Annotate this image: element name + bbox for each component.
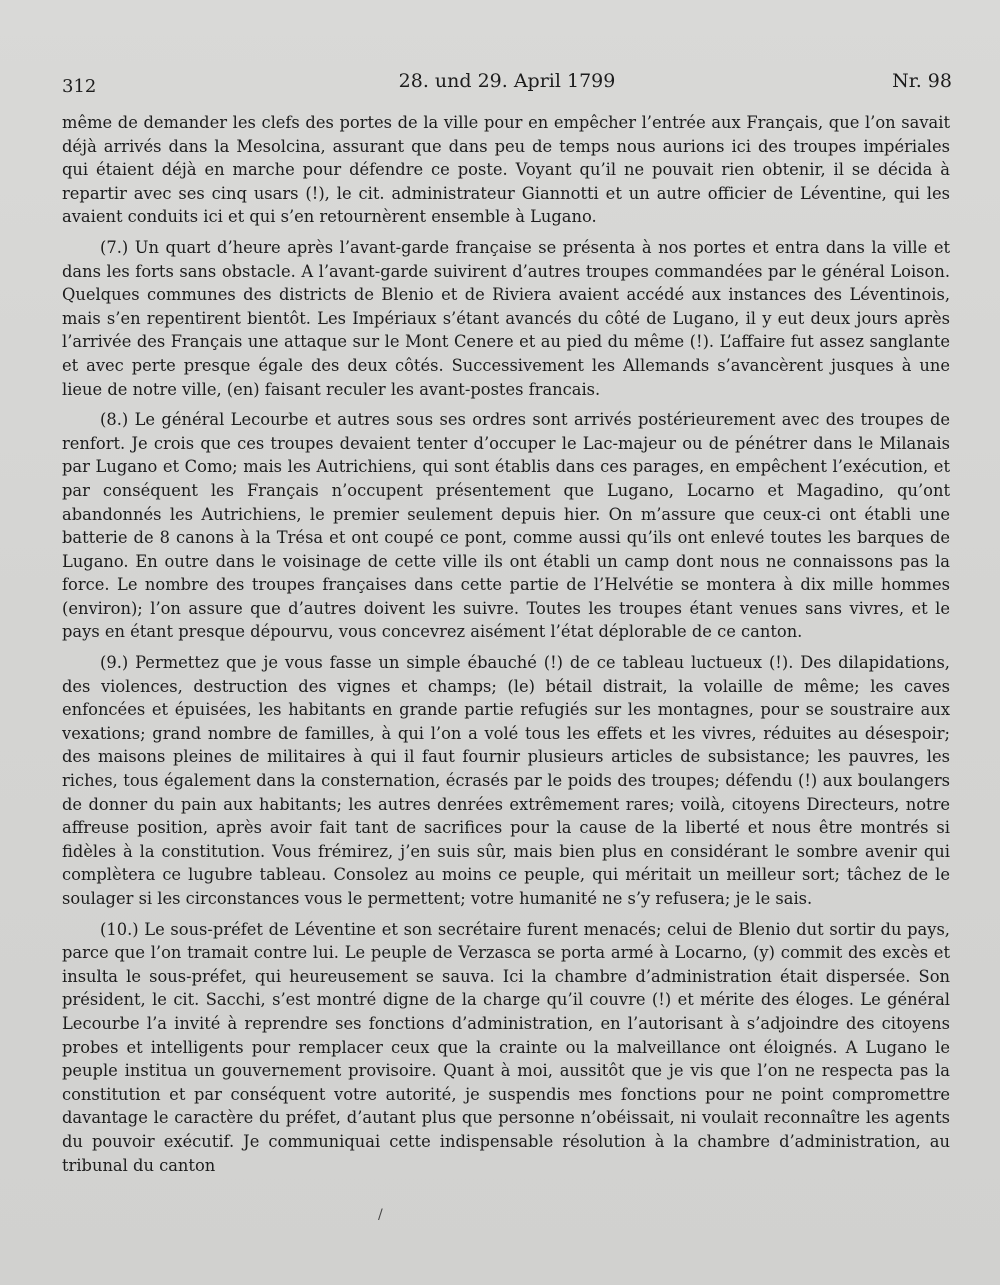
paragraph-continuation: même de demander les clefs des portes de la ville pour en empêcher l’entrée aux Français, que l’on savait déjà arrivés dans la Mesolcina, assurant que dans peu de temps nous aurions ici des troupes impériales qui étaient déjà en marche pour défendre ce poste. Voyant qu’il ne pouvait rien obtenir, il se décida à repartir avec ses cinq usars (!), le cit. administrateur Giannotti et un autre officier de Léventine, qui les avaient conduits ici et qui s’en retournèrent ensemble à Lugano. — [62, 113, 950, 227]
paragraph-10: (10.) Le sous-préfet de Léventine et son secrétaire furent menacés; celui de Blenio dut sortir du pays, parce que l’on tramait contre lui. Le peuple de Verzasca se porta armé à Locarno, (y) commit des excès et insulta le sous-préfet, qui heureusement se sauva. Ici la chambre d’administration était dispersée. Son président, le cit. Sacchi, s’est montré digne de la charge qu’il couvre (!) et mérite des éloges. Le général Lecourbe l’a invité à reprendre ses fonctions d’administration, en l’autorisant à s’adjoindre des citoyens probes et intelligents pour remplacer ceux que la crainte ou la malveillance ont éloignés. A Lugano le peuple institua un gouvernement provisoire. Quant à moi, aussitôt que je vis que l’on ne respecta pas la constitution et par conséquent votre autorité, je suspendis mes fonctions pour ne point compromettre davantage le caractère du préfet, d’autant plus que personne n’obéissait, ni voulait reconnaître les agents du pouvoir exécutif. Je communiquai cette indispensable résolution à la chambre d’administration, au tribunal du canton — [62, 919, 950, 1175]
body-text — [62, 111, 950, 1184]
running-header — [62, 70, 952, 100]
stray-pen-mark: / — [378, 1207, 383, 1223]
page-number: 312 — [62, 76, 97, 97]
header-date: 28. und 29. April 1799 — [398, 70, 616, 92]
paragraph-8: (8.) Le général Lecourbe et autres sous ses ordres sont arrivés postérieurement avec des troupes de renfort. Je crois que ces troupes devaient tenter d’occuper le Lac-majeur ou de pénétrer dans le Milanais par Lugano et Como; mais les Autrichiens, qui sont établis dans ces parages, en empêchent l’exécution, et par conséquent les Français n’occupent présentement que Lugano, Locarno et Magadino, qu’ont abandonnés les Autrichiens, le premier seulement depuis hier. On m’assure que ceux-ci ont établi une batterie de 8 canons à la Trésa et ont coupé ce pont, comme aussi qu’ils ont enlevé toutes les barques de Lugano. En outre dans le voisinage de cette ville ils ont établi un camp dont nous ne connaissons pas la force. Le nombre des troupes françaises dans cette partie de l’Helvétie se montera à dix mille hommes (environ); l’on assure que d’autres doivent les suivre. Toutes les troupes étant venues sans vivres, et le pays en étant presque dépourvu, vous concevrez aisément l’état déplorable de ce canton. — [62, 410, 950, 642]
paragraph-9: (9.) Permettez que je vous fasse un simple ébauché (!) de ce tableau luctueux (!). Des dilapidations, des violences, destruction des vignes et champs; (le) bétail distrait, la volaille de même; les caves enfoncées et épuisées, les habitants en grande partie refugiés sur les montagnes, pour se soustraire aux vexations; grand nombre de familles, à qui l’on a volé tous les effets et les vivres, réduites au désespoir; des maisons pleines de militaires à qui il faut fournir plusieurs articles de subsistance; les pauvres, les riches, tous également dans la consternation, écrasés par le poids des troupes; défendu (!) aux boulangers de donner du pain aux habitants; les autres denrées extrêmement rares; voilà, citoyens Directeurs, notre affreuse position, après avoir fait tant de sacrifices pour la cause de la liberté et nous être montrés si fidèles à la constitution. Vous frémirez, j’en suis sûr, mais bien plus en considérant le sombre avenir qui complètera ce lugubre tableau. Consolez au moins ce peuple, qui méritait un meilleur sort; tâchez de le soulager si les circonstances vous le permettent; votre humanité ne s’y refusera; je le sais. — [62, 653, 950, 908]
document-number: Nr. 98 — [892, 70, 952, 92]
paragraph-7: (7.) Un quart d’heure après l’avant-garde française se présenta à nos portes et entra dans la ville et dans les forts sans obstacle. A l’avant-garde suivirent d’autres troupes commandées par le général Loison. Quelques communes des districts de Blenio et de Riviera avaient accédé aux instances des Léventinois, mais s’en repentirent bientôt. Les Impériaux s’étant avancés du côté de Lugano, il y eut deux jours après l’arrivée des Français une attaque sur le Mont Cenere et au pied du même (!). L’affaire fut assez sanglante et avec perte presque égale des deux côtés. Successivement les Allemands s’avancèrent jusques à une lieue de notre ville, (en) faisant reculer les avant-postes francais. — [62, 237, 950, 399]
